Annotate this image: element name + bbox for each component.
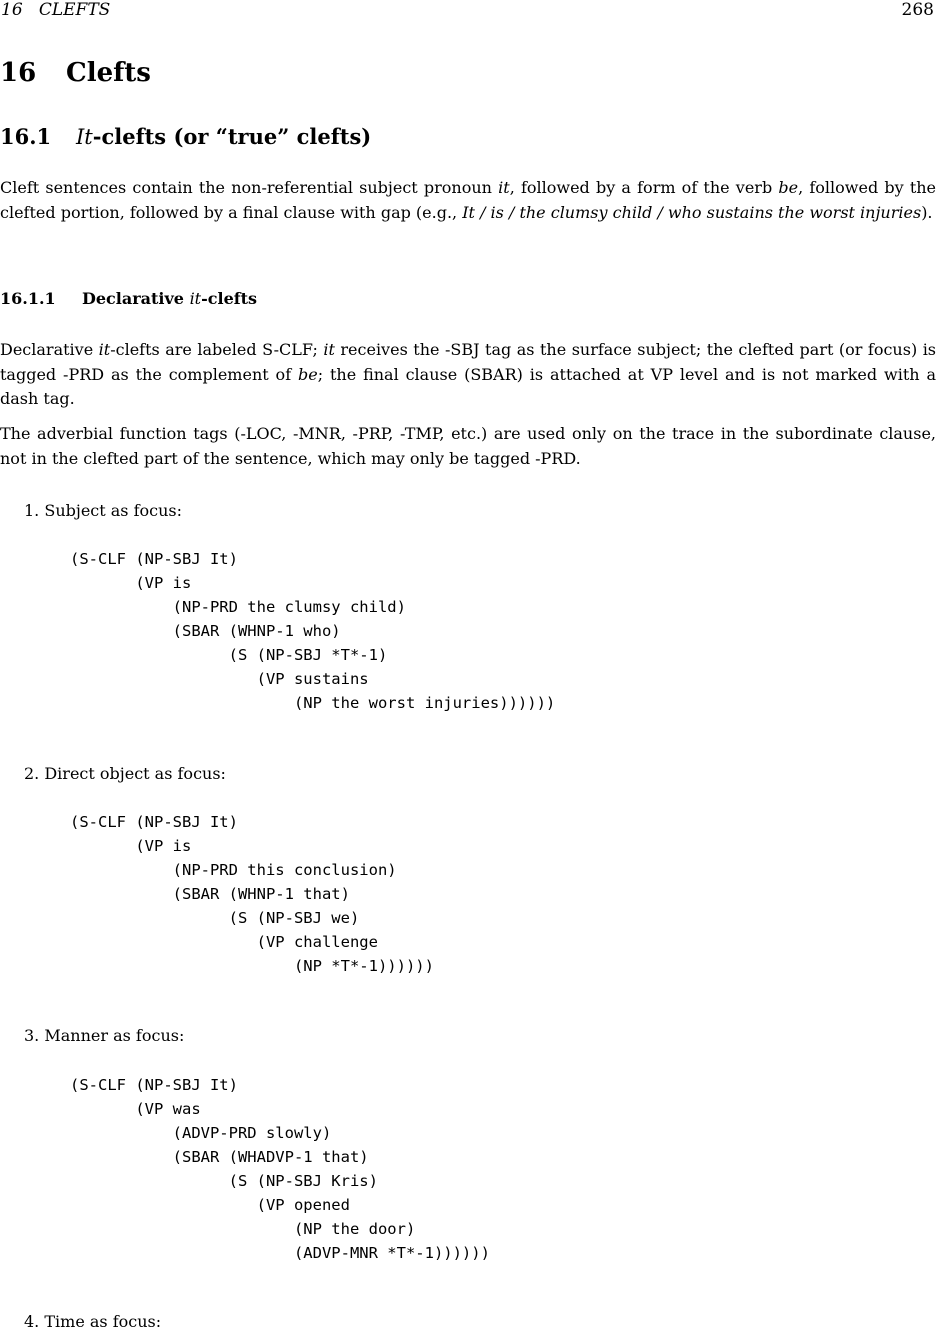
intro-paragraph: [0, 176, 936, 225]
adverbial-tags-paragraph: The adverbial function tags (-LOC, -MNR, -PRP, -TMP, etc.) are used only on the trace in the subordinate clause, not in the clefted part of the sentence, which may only be tagged -PRD.: [0, 424, 936, 468]
subsection-title-italic: it: [189, 289, 202, 308]
example-4-label: 4. Time as focus:: [24, 1312, 162, 1331]
intro-text: , followed by the clefted portion, followed by a final clause with gap (e.g.,: [0, 178, 936, 222]
declarative-paragraph: [0, 338, 936, 412]
intro-text: ).: [921, 202, 933, 222]
para-italic: it: [98, 340, 111, 359]
subsection-number: 16.1.1: [0, 289, 56, 308]
example-3-label: 3. Manner as focus:: [24, 1026, 185, 1045]
intro-italic: it: [498, 178, 510, 197]
section-title: -clefts (or “true” clefts): [92, 124, 372, 149]
section-title-italic: It: [76, 125, 93, 149]
intro-italic: be: [778, 178, 799, 197]
chapter-heading: [0, 58, 151, 88]
example-2-tree: (S-CLF (NP-SBJ It) (VP is (NP-PRD this conclusion) (SBAR (WHNP-1 that) (S (NP-SBJ we) (VP challenge (NP *T*-1)))))): [70, 813, 434, 975]
para-text: receives the -SBJ tag as the surface subject; the clefted part (or focus) is tagged -PRD as the complement of: [0, 340, 936, 384]
intro-text: , followed by a form of the verb: [509, 178, 779, 197]
section-number: 16.1: [0, 124, 52, 149]
subsection-title: -clefts: [201, 289, 258, 308]
subsection-heading: [0, 289, 257, 308]
para-text: Declarative: [0, 340, 99, 359]
example-2-label: 2. Direct object as focus:: [24, 764, 226, 783]
para-text: ; the final clause (SBAR) is attached at VP level and is not marked with a dash tag.: [0, 364, 936, 408]
para-italic: be: [298, 364, 318, 384]
intro-example: It / is / the clumsy child / who sustains the worst injuries: [462, 202, 922, 222]
example-1-tree: (S-CLF (NP-SBJ It) (VP is (NP-PRD the clumsy child) (SBAR (WHNP-1 who) (S (NP-SBJ *T*-1) (VP sustains (NP the worst injuries)))))): [70, 550, 556, 712]
para-text: -clefts are labeled S-CLF;: [110, 340, 324, 359]
chapter-title: Clefts: [66, 58, 151, 88]
para-italic: it: [323, 340, 335, 359]
intro-text: Cleft sentences contain the non-referential subject pronoun: [0, 178, 499, 197]
section-heading: [0, 124, 371, 149]
example-1-label: 1. Subject as focus:: [24, 501, 183, 520]
subsection-title: Declarative: [82, 289, 190, 308]
example-3-tree: (S-CLF (NP-SBJ It) (VP was (ADVP-PRD slowly) (SBAR (WHADVP-1 that) (S (NP-SBJ Kris) (VP opened (NP the door) (ADVP-MNR *T*-1)))))): [70, 1076, 490, 1262]
running-header-title: 16 CLEFTS: [1, 0, 111, 20]
chapter-number: 16: [0, 58, 37, 88]
page-number: 268: [901, 0, 934, 20]
